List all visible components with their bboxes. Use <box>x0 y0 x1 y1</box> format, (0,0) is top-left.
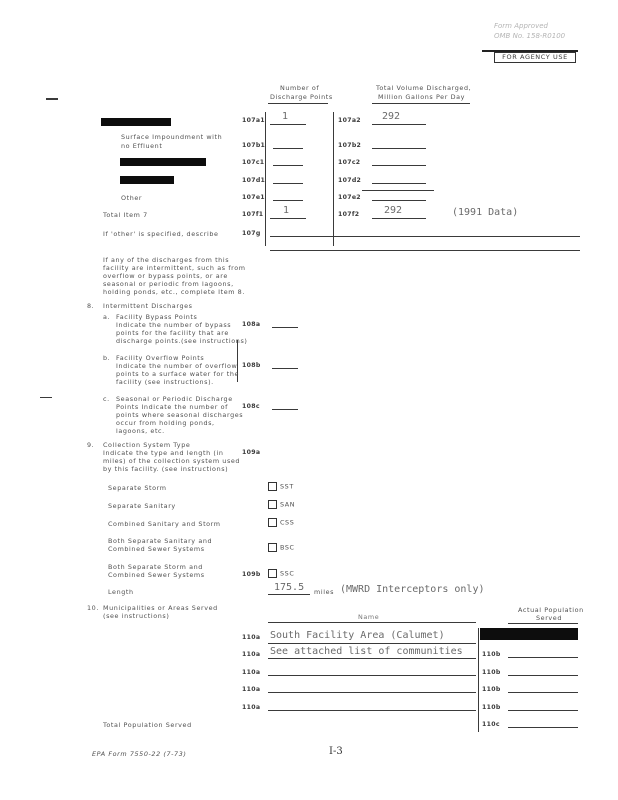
redacted-label <box>101 118 171 126</box>
margin-mark <box>46 98 58 100</box>
field-line <box>273 200 303 201</box>
checkbox-square[interactable] <box>268 500 277 509</box>
points-heading-rule <box>268 103 328 104</box>
length-label: Length <box>108 588 134 596</box>
page-number: I-3 <box>329 746 343 757</box>
code-107b1: 107b1 <box>242 142 266 149</box>
approval-line-1: Form Approved <box>494 22 548 30</box>
intermittent-note-1: If any of the discharges from this <box>103 256 230 264</box>
code-110b: 110b <box>482 686 501 693</box>
code-110a: 110a <box>242 669 261 676</box>
code-110a: 110a <box>242 686 261 693</box>
field-line <box>372 200 426 201</box>
points-heading-1: Number of <box>280 84 320 92</box>
field-line <box>273 165 303 166</box>
item8c-line4: occur from holding ponds, <box>116 419 215 427</box>
item8a-letter: a. <box>103 313 111 321</box>
field-line <box>272 327 298 328</box>
field-line <box>270 218 306 219</box>
form-id: EPA Form 7550-22 (7-73) <box>92 750 187 758</box>
code-107d2: 107d2 <box>338 177 362 184</box>
field-line <box>372 183 426 184</box>
field-line <box>508 710 578 711</box>
item8c-line5: lagoons, etc. <box>116 427 165 435</box>
item8b-line3: points to a surface water for the <box>116 370 240 378</box>
checkbox-label: BSC <box>280 543 295 552</box>
checkbox-sst[interactable] <box>268 482 294 491</box>
code-107c2: 107c2 <box>338 159 361 166</box>
code-110b: 110b <box>482 704 501 711</box>
volume-107a: 292 <box>382 111 401 122</box>
code-110a: 110a <box>242 704 261 711</box>
field-line <box>508 692 578 693</box>
item9-desc-3: by this facility. (see instructions) <box>103 465 229 473</box>
code-109a: 109a <box>242 449 261 456</box>
checkbox-square[interactable] <box>268 569 277 578</box>
field-line <box>268 643 476 644</box>
option-both-sanitary-1: Both Separate Sanitary and <box>108 537 213 545</box>
pop-col-guide <box>478 628 479 732</box>
agency-use-box: FOR AGENCY USE <box>494 52 576 63</box>
code-108c: 108c <box>242 403 260 410</box>
code-108a: 108a <box>242 321 261 328</box>
name-header-rule <box>268 622 476 623</box>
item9-title: Collection System Type <box>103 441 191 449</box>
label-no-effluent: no Effluent <box>121 142 163 150</box>
code-108b: 108b <box>242 362 261 369</box>
field-line <box>508 727 578 728</box>
label-surface-impoundment: Surface Impoundment with <box>121 133 223 141</box>
field-line <box>272 368 298 369</box>
intermittent-note-3: overflow or bypass points, or are <box>103 272 228 280</box>
total-population-label: Total Population Served <box>103 721 192 729</box>
checkbox-san[interactable] <box>268 500 295 509</box>
item8c-line2: Points Indicate the number of <box>116 403 228 411</box>
code-107b2: 107b2 <box>338 142 362 149</box>
code-110b: 110b <box>482 669 501 676</box>
name-header: Name <box>358 613 380 621</box>
length-value: 175.5 <box>274 582 305 593</box>
item8b-line4: facility (see instructions). <box>116 378 214 386</box>
checkbox-label: CSS <box>280 518 295 527</box>
item10-subtitle: (see instructions) <box>103 612 170 620</box>
field-line <box>272 409 298 410</box>
code-107e1: 107e1 <box>242 194 265 201</box>
field-line <box>273 148 303 149</box>
field-line <box>270 124 306 125</box>
pop-header-2: Served <box>536 614 562 622</box>
field-line <box>268 692 476 693</box>
option-separate-storm: Separate Storm <box>108 484 167 492</box>
volume-total: 292 <box>384 205 403 216</box>
intermittent-note-4: seasonal or periodic from lagoons, <box>103 280 234 288</box>
code-107g: 107g <box>242 230 261 237</box>
item8c-line3: points where seasonal discharges <box>116 411 244 419</box>
field-line <box>362 190 434 191</box>
checkbox-square[interactable] <box>268 518 277 527</box>
item10-number: 10. <box>87 604 99 612</box>
code-107e2: 107e2 <box>338 194 361 201</box>
length-unit: miles <box>314 588 335 596</box>
agency-use-frame <box>482 50 578 86</box>
data-year-note: (1991 Data) <box>452 207 519 218</box>
checkbox-css[interactable] <box>268 518 294 527</box>
option-both-storm-1: Both Separate Storm and <box>108 563 203 571</box>
area-name-1: South Facility Area (Calumet) <box>270 630 445 641</box>
field-line <box>268 594 310 595</box>
field-line <box>273 183 303 184</box>
item8b-line2: Indicate the number of overflow <box>116 362 238 370</box>
field-line <box>268 658 476 659</box>
item8a-line3: points for the facility that are <box>116 329 229 337</box>
item10-title: Municipalities or Areas Served <box>103 604 218 612</box>
checkbox-square[interactable] <box>268 543 277 552</box>
redacted-population <box>480 628 578 640</box>
checkbox-label: SAN <box>280 500 296 509</box>
item9-number: 9. <box>87 441 95 449</box>
describe-line <box>270 250 580 251</box>
approval-line-2: OMB No. 158-R0100 <box>494 32 566 40</box>
item9-desc-1: Indicate the type and length (in <box>103 449 224 457</box>
length-note: (MWRD Interceptors only) <box>340 584 485 595</box>
field-line <box>372 124 426 125</box>
redacted-label <box>120 176 174 184</box>
label-other-describe: If 'other' is specified, describe <box>103 230 219 238</box>
field-line <box>508 675 578 676</box>
code-107c1: 107c1 <box>242 159 265 166</box>
code-107a1: 107a1 <box>242 117 265 124</box>
points-total: 1 <box>283 205 290 216</box>
item8-number: 8. <box>87 302 95 310</box>
checkbox-label: SST <box>280 482 294 491</box>
volume-heading-2: Million Gallons Per Day <box>378 93 465 101</box>
item8c-line1: Seasonal or Periodic Discharge <box>116 395 233 403</box>
field-line <box>372 148 426 149</box>
describe-line <box>270 236 580 237</box>
code-107f2: 107f2 <box>338 211 360 218</box>
intermittent-note-5: holding ponds, etc., complete Item 8. <box>103 288 245 296</box>
code-110a: 110a <box>242 634 261 641</box>
intermittent-note-2: facility are intermittent, such as from <box>103 264 246 272</box>
item8a-line2: Indicate the number of bypass <box>116 321 232 329</box>
code-107d1: 107d1 <box>242 177 266 184</box>
pop-header-1: Actual Population <box>518 606 584 614</box>
col-guide <box>333 112 334 246</box>
volume-heading-1: Total Volume Discharged, <box>376 84 472 92</box>
volume-heading-rule <box>372 103 470 104</box>
field-line <box>372 165 426 166</box>
item8-title: Intermittent Discharges <box>103 302 193 310</box>
label-other: Other <box>121 194 143 202</box>
pop-header-rule <box>508 623 578 624</box>
field-line <box>372 218 426 219</box>
field-line <box>268 675 476 676</box>
checkbox-bsc[interactable] <box>268 543 295 552</box>
checkbox-square[interactable] <box>268 482 277 491</box>
checkbox-ssc[interactable] <box>268 569 294 578</box>
item8b-line1: Facility Overflow Points <box>116 354 205 362</box>
option-combined: Combined Sanitary and Storm <box>108 520 221 528</box>
label-total-item-7: Total Item 7 <box>103 211 148 219</box>
option-separate-sanitary: Separate Sanitary <box>108 502 176 510</box>
item8a-line1: Facility Bypass Points <box>116 313 198 321</box>
points-heading-2: Discharge Points <box>270 93 333 101</box>
points-107a: 1 <box>282 111 289 122</box>
item8a-line4: discharge points.(see instructions) <box>116 337 248 345</box>
option-both-sanitary-2: Combined Sewer Systems <box>108 545 205 553</box>
item8b-letter: b. <box>103 354 111 362</box>
redacted-label <box>120 158 206 166</box>
field-line <box>508 657 578 658</box>
item9-desc-2: miles) of the collection system used <box>103 457 241 465</box>
code-109b: 109b <box>242 571 261 578</box>
code-110a: 110a <box>242 651 261 658</box>
code-107f1: 107f1 <box>242 211 264 218</box>
code-110c: 110c <box>482 721 500 728</box>
area-name-2: See attached list of communities <box>270 646 463 657</box>
option-both-storm-2: Combined Sewer Systems <box>108 571 205 579</box>
code-107a2: 107a2 <box>338 117 361 124</box>
checkbox-label: SSC <box>280 569 295 578</box>
field-line <box>268 710 476 711</box>
item8c-letter: c. <box>103 395 110 403</box>
code-110b: 110b <box>482 651 501 658</box>
margin-mark <box>40 397 52 398</box>
